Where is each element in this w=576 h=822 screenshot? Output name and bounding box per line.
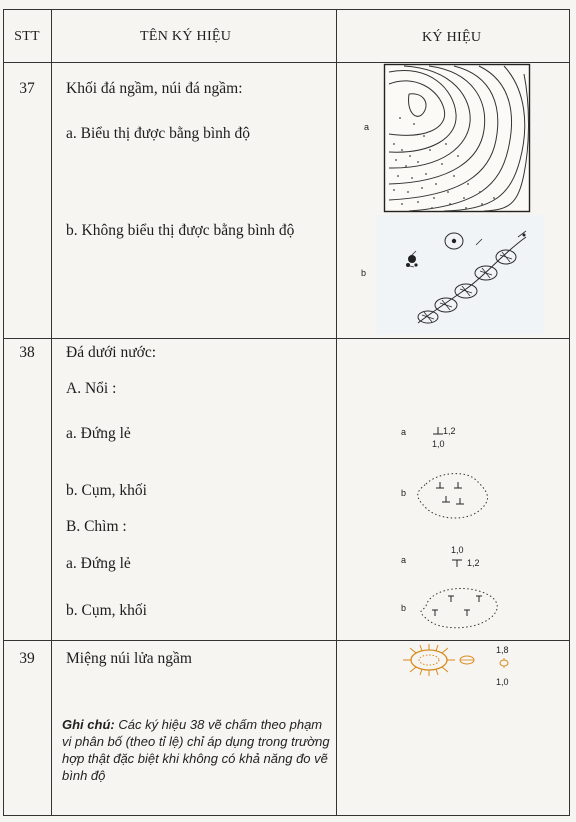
stt-39: 39 — [19, 650, 35, 667]
sunken-rock-single-symbol — [450, 557, 464, 569]
submerged-rock-contour-symbol — [384, 64, 530, 212]
row-38-a-item-b: b. Cụm, khối — [66, 482, 147, 499]
symbol-label-38b-float: b — [401, 488, 407, 498]
sunken-rock-group-symbol — [420, 584, 498, 630]
footnote-text: Các ký hiệu 38 vẽ chấm theo phạm vi phân bố (theo tỉ lệ) chỉ áp dụng trong trường hợp thật đặc biệt khi không có khả năng đo vẽ bình độ — [62, 717, 330, 783]
row-38-a-item-a: a. Đứng lẻ — [66, 425, 131, 442]
crater-symbol-large — [400, 642, 458, 678]
crater-symbol-small — [498, 657, 510, 669]
row-37-title: Khối đá ngầm, núi đá ngầm: — [66, 80, 243, 97]
row-divider-37-38 — [3, 338, 570, 339]
footnote — [62, 716, 332, 784]
symbol-label-38b-sunk: b — [401, 603, 407, 613]
row-38-title: Đá dưới nước: — [66, 344, 157, 361]
footnote-label: Ghi chú: — [62, 717, 115, 732]
dim-38b-size: 1,0 — [451, 545, 464, 555]
row-38-b-item-a: a. Đứng lẻ — [66, 555, 131, 572]
dim-38b-gap: 1,2 — [467, 558, 480, 568]
crater-symbol-medium — [458, 654, 476, 666]
symbol-label-38a-float: a — [401, 427, 407, 437]
symbol-label-37b: b — [361, 268, 367, 278]
column-divider-name — [336, 9, 337, 816]
header-name: TÊN KÝ HIỆU — [140, 29, 232, 44]
row-37-item-b: b. Không biểu thị được bằng bình độ — [66, 222, 295, 239]
header-stt: STT — [14, 29, 40, 44]
symbol-label-38a-sunk: a — [401, 555, 407, 565]
row-38-group-a: A. Nổi : — [66, 380, 117, 397]
header-symbol: KÝ HIỆU — [422, 30, 482, 45]
row-divider-38-39 — [3, 640, 570, 641]
row-37-item-a: a. Biểu thị được bằng bình độ — [66, 125, 251, 142]
stt-37: 37 — [19, 80, 35, 97]
dim-39-bottom: 1,0 — [496, 677, 509, 687]
column-divider-stt — [51, 9, 52, 816]
symbol-label-37a: a — [364, 122, 370, 132]
dim-38a-size: 1,2 — [443, 426, 456, 436]
small-reef-symbol — [376, 215, 544, 335]
row-38-group-b: B. Chìm : — [66, 518, 127, 535]
dim-39-top: 1,8 — [496, 645, 509, 655]
floating-rock-group-symbol — [418, 470, 494, 520]
stt-38: 38 — [19, 344, 35, 361]
dim-38a-gap: 1,0 — [432, 439, 445, 449]
row-39-title: Miệng núi lửa ngầm — [66, 650, 192, 667]
row-38-b-item-b: b. Cụm, khối — [66, 602, 147, 619]
header-divider — [3, 62, 570, 63]
